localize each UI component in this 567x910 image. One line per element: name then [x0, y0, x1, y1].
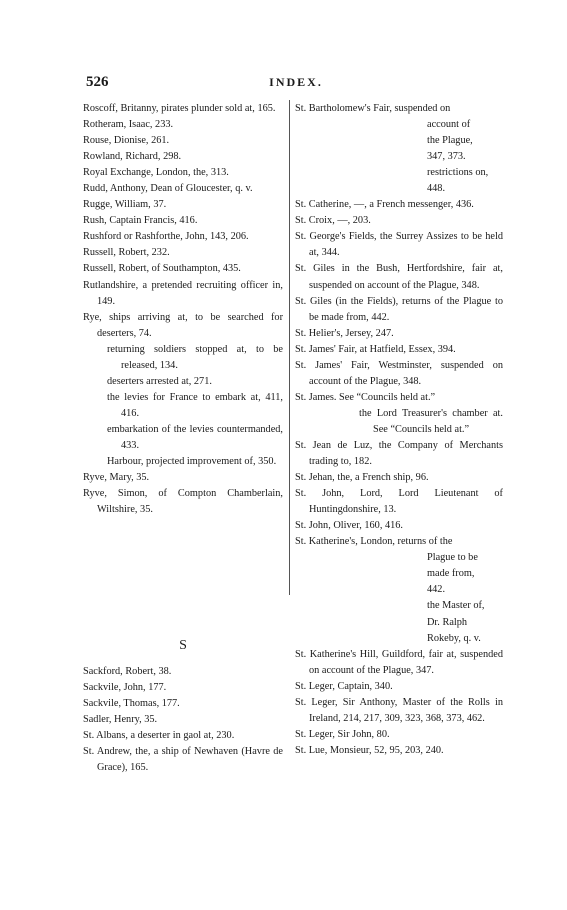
index-entry: Royal Exchange, London, the, 313.: [83, 167, 229, 179]
s-section-column: [83, 664, 283, 776]
index-continuation: restrictions on,: [427, 167, 489, 179]
index-entry: St. James' Fair, at Hatfield, Essex, 394.: [295, 343, 456, 355]
index-continuation: 347, 373.: [427, 151, 466, 163]
index-entry: St. Albans, a deserter in gaol at, 230.: [83, 730, 235, 742]
index-entry: Rotheram, Isaac, 233.: [83, 119, 174, 131]
index-entry: Rowland, Richard, 298.: [83, 151, 182, 163]
index-entry: St. Bartholomew's Fair, suspended on: [295, 103, 451, 114]
page-number: 526: [86, 74, 109, 90]
index-continuation: made from,: [427, 568, 475, 580]
section-letter: S: [179, 638, 187, 653]
index-entry: Ryve, Simon, of Compton Chamberlain, Wiltshire, 35.: [83, 488, 283, 516]
index-entry: St. George's Fields, the Surrey Assizes to be held at, 344.: [295, 231, 503, 259]
index-entry: Roscoff, Britanny, pirates plunder sold at, 165.: [83, 103, 276, 114]
index-entry: Sackvile, Thomas, 177.: [83, 698, 180, 710]
index-continuation: Rokeby, q. v.: [427, 632, 481, 644]
index-entry: St. John, Lord, Lord Lieutenant of Huntingdonshire, 13.: [295, 488, 503, 516]
right-column: [295, 101, 503, 759]
index-entry: Russell, Robert, 232.: [83, 247, 170, 259]
index-entry: St. Katherine's, London, returns of the: [295, 536, 453, 548]
index-entry: Sadler, Henry, 35.: [83, 714, 158, 726]
index-entry: Sackford, Robert, 38.: [83, 666, 172, 677]
index-entry: St. Leger, Captain, 340.: [295, 680, 393, 692]
index-subentry: deserters arrested at, 271.: [107, 375, 212, 387]
index-entry: St. Helier's, Jersey, 247.: [295, 327, 394, 339]
index-subentry: the Lord Treasurer's chamber at. See “Councils held at.”: [359, 407, 503, 435]
index-entry: Rouse, Dionise, 261.: [83, 135, 170, 147]
index-entry: St. Lue, Monsieur, 52, 95, 203, 240.: [295, 744, 444, 756]
index-subentry: the levies for France to embark at, 411, 416.: [107, 391, 283, 419]
index-subentry: embarkation of the levies countermanded, 433.: [107, 423, 283, 451]
index-entry: St. Giles in the Bush, Hertfordshire, fair at, suspended on account of the Plague, 348.: [295, 263, 503, 291]
index-continuation: 448.: [427, 183, 446, 195]
index-entry: St. Andrew, the, a ship of Newhaven (Havre de Grace), 165.: [83, 746, 283, 774]
index-entry: St. James' Fair, Westminster, suspended on account of the Plague, 348.: [295, 359, 503, 387]
index-entry: St. Leger, Sir Anthony, Master of the Rolls in Ireland, 214, 217, 309, 323, 368, 373, 462.: [295, 696, 503, 724]
page-header: [86, 72, 506, 94]
running-head: INDEX.: [269, 75, 323, 89]
index-continuation: 442.: [427, 584, 446, 596]
index-entry: Rugge, William, 37.: [83, 199, 167, 211]
index-continuation: account of: [427, 119, 471, 131]
index-entry: St. Jehan, the, a French ship, 96.: [295, 472, 429, 484]
index-entry: Rush, Captain Francis, 416.: [83, 215, 198, 227]
index-subentry: Harbour, projected improvement of, 350.: [107, 456, 277, 468]
index-entry: Sackvile, John, 177.: [83, 682, 167, 694]
index-entry: St. James. See “Councils held at.”: [295, 391, 436, 403]
index-entry: Rudd, Anthony, Dean of Gloucester, q. v.: [83, 183, 253, 195]
index-entry: St. John, Oliver, 160, 416.: [295, 520, 403, 532]
index-entry: Rushford or Rashforthe, John, 143, 206.: [83, 231, 249, 243]
left-column: [83, 101, 283, 518]
index-continuation: the Plague,: [427, 135, 473, 147]
index-entry: Rutlandshire, a pretended recruiting officer in, 149.: [83, 279, 283, 307]
index-continuation: Plague to be: [427, 552, 478, 564]
index-subentry: returning soldiers stopped at, to be released, 134.: [107, 343, 283, 371]
index-entry: Rye, ships arriving at, to be searched for deserters, 74.: [83, 311, 283, 339]
index-continuation: Dr. Ralph: [427, 616, 468, 628]
index-entry: St. Catherine, —, a French messenger, 436.: [295, 199, 474, 211]
index-entry: Ryve, Mary, 35.: [83, 472, 150, 484]
index-entry: St. Leger, Sir John, 80.: [295, 728, 390, 740]
index-entry: St. Jean de Luz, the Company of Merchants trading to, 182.: [295, 439, 503, 468]
index-entry: Russell, Robert, of Southampton, 435.: [83, 263, 241, 275]
index-entry: St. Katherine's Hill, Guildford, fair at, suspended on account of the Plague, 347.: [295, 648, 503, 676]
index-entry: St. Giles (in the Fields), returns of the Plague to be made from, 442.: [295, 295, 503, 323]
index-continuation: the Master of,: [427, 600, 485, 612]
index-entry: St. Croix, —, 203.: [295, 215, 371, 227]
column-divider: [289, 100, 290, 595]
